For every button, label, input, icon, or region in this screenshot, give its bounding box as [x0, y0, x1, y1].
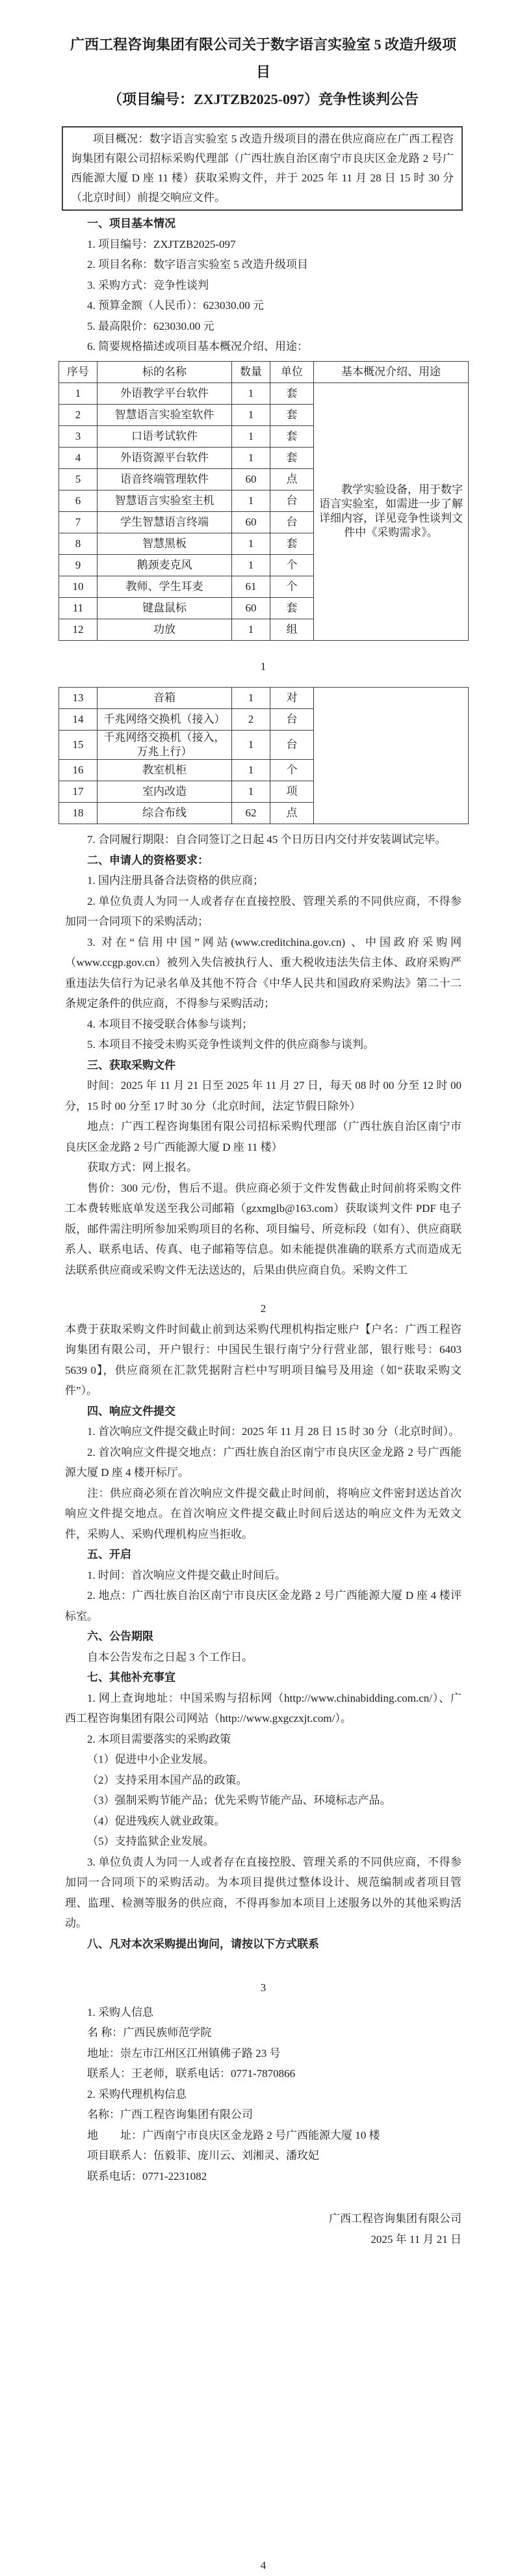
section7-heading: 七、其他补充事宜 [87, 1671, 176, 1684]
table-row [59, 688, 469, 709]
agent-info-heading: 2. 采购代理机构信息 [87, 2087, 187, 2100]
cell-no: 8 [59, 533, 98, 554]
signature-company: 广西工程咨询集团有限公司 [329, 2212, 462, 2225]
cell-qty: 1 [232, 619, 270, 640]
section5-item-1: 1. 时间：首次响应文件提交截止时间后。 [87, 1568, 286, 1581]
section6-heading: 六、公告期限 [87, 1630, 153, 1643]
cell-name: 外语教学平台软件 [98, 382, 232, 404]
section1-item-project-no: 1. 项目编号：ZXJTZB2025-097 [87, 237, 236, 250]
cell-no: 16 [59, 760, 98, 781]
cell-no: 4 [59, 447, 98, 468]
section6-item-1: 自本公告发布之日起 3 个工作日。 [87, 1650, 253, 1663]
buyer-name: 名 称：广西民族师范学院 [87, 2026, 212, 2039]
cell-unit: 套 [270, 597, 314, 619]
section1-item-spec-intro: 6. 简要规格描述或项目基本概况介绍、用途： [87, 340, 308, 353]
cell-qty: 60 [232, 468, 270, 490]
cell-name: 智慧语言实验室软件 [98, 404, 232, 425]
section2-item-2: 2. 单位负责人为同一人或者存在直接控股、管理关系的不同供应商，不得参加同一合同项下的采购活动； [65, 894, 462, 928]
cell-unit: 对 [270, 688, 314, 709]
section7-policy-2: （2）支持采用本国产品的政策。 [87, 1773, 248, 1786]
header-cell-desc: 基本概况介绍、用途 [314, 361, 469, 382]
cell-unit: 套 [270, 382, 314, 404]
cell-unit: 个 [270, 554, 314, 576]
cell-unit: 项 [270, 781, 314, 803]
agent-name: 名称：广西工程咨询集团有限公司 [87, 2108, 253, 2121]
cell-name: 功放 [98, 619, 232, 640]
procurement-items-table-part2 [58, 687, 469, 824]
signature-block [65, 2208, 462, 2249]
cell-qty: 1 [232, 425, 270, 447]
section2-item-1: 1. 国内注册具备合法资格的供应商； [87, 874, 264, 887]
cell-no: 2 [59, 404, 98, 425]
section1-item-method: 3. 采购方式：竞争性谈判 [87, 278, 209, 291]
cell-unit: 台 [270, 731, 314, 760]
cell-unit: 台 [270, 490, 314, 511]
cell-no: 3 [59, 425, 98, 447]
spec-note-cell: 教学实验设备，用于数字语言实验室，如需进一步了解详细内容，详见竞争性谈判文件中《采购需求》。 [314, 382, 469, 640]
cell-no: 18 [59, 803, 98, 824]
section7-item-2: 2. 本项目需要落实的采购政策 [87, 1732, 231, 1745]
page4-blank-area [65, 2249, 462, 2555]
cell-qty: 1 [232, 688, 270, 709]
header-cell-unit: 单位 [270, 361, 314, 382]
section4-note: 注：供应商必须在首次响应文件提交截止时间前，将响应文件密封送达首次响应文件提交地点。在首次响应文件提交截止时间后送达的响应文件为无效文件，采购人、采购代理机构应当拒收。 [65, 1486, 462, 1540]
doc-title-line2: （项目编号：ZXJTZB2025-097）竞争性谈判公告 [108, 91, 419, 107]
buyer-contact: 联系人：王老师，联系电话：0771-7870866 [87, 2067, 296, 2080]
section7-policy-1: （1）促进中小企业发展。 [87, 1753, 214, 1765]
section7-policy-3: （3）强制采购节能产品；优先采购节能产品、环境标志产品。 [87, 1794, 391, 1806]
project-overview-box [62, 126, 463, 211]
section1-item-project-name: 2. 项目名称：数字语言实验室 5 改造升级项目 [87, 258, 308, 271]
cell-name: 千兆网络交换机（接入） [98, 709, 232, 731]
section5-heading: 五、开启 [87, 1548, 131, 1561]
page-number-3: 3 [260, 1981, 266, 1994]
cell-name: 外语资源平台软件 [98, 447, 232, 468]
cell-no: 6 [59, 490, 98, 511]
buyer-info-heading: 1. 采购人信息 [87, 2006, 153, 2019]
cell-no: 13 [59, 688, 98, 709]
cell-no: 15 [59, 731, 98, 760]
cell-qty: 62 [232, 803, 270, 824]
cell-unit: 组 [270, 619, 314, 640]
cell-name: 学生智慧语言终端 [98, 511, 232, 533]
section2-item-4: 4. 本项目不接受联合体参与谈判； [87, 1017, 253, 1030]
procurement-items-table-part1 [58, 361, 469, 641]
cell-qty: 1 [232, 404, 270, 425]
section2-heading: 二、申请人的资格要求： [87, 853, 209, 866]
section4-item-1: 1. 首次响应文件提交截止时间：2025 年 11 月 28 日 15 时 30 分（北京时间）。 [87, 1425, 460, 1438]
cell-name: 教师、学生耳麦 [98, 576, 232, 597]
section2-item-3: 3. 对在“信用中国”网站(www.creditchina.gov.cn) 、中国政府采购网（www.ccgp.gov.cn）被列入失信被执行人、重大税收违法失信主体、政府采购严重违法失信行为记录名单及其他不符合《中华人民共和国政府采购法》第二十二条规定条件的供应商，不得参与采购活动； [65, 935, 462, 1010]
agent-phone: 联系电话：0771-2231082 [87, 2169, 207, 2182]
page-number-1: 1 [260, 660, 266, 673]
section3-place: 地点：广西工程咨询集团有限公司招标采购代理部（广西壮族自治区南宁市良庆区金龙路 2 号广西能源大厦 D 座 11 楼） [65, 1120, 462, 1153]
agent-address: 地 址：广西南宁市良庆区金龙路 2 号广西能源大厦 10 楼 [87, 2128, 380, 2141]
section3-price-part1: 售价：300 元/份，售后不退。供应商必须于文件发售截止时间前将采购文件工本费转账底单发送至我公司邮箱（gzxmglb@163.com）获取谈判文件 PDF 电子版，邮件需注明所参加采购项目的名称、项目编号、所竞标段（如有）、供应商联系人、联系电话、传真、电子邮箱等信息。如未能提供准确的联系方式而造成无法联系供应商或采购文件无法送达的，后果由供应商自负。采购文件工 [65, 1181, 462, 1276]
cell-no: 1 [59, 382, 98, 404]
cell-name: 智慧语言实验室主机 [98, 490, 232, 511]
cell-unit: 个 [270, 576, 314, 597]
cell-name: 口语考试软件 [98, 425, 232, 447]
header-cell-qty: 数量 [232, 361, 270, 382]
section7-policy-5: （5）支持监狱企业发展。 [87, 1835, 214, 1847]
section3-heading: 三、获取采购文件 [87, 1058, 176, 1071]
cell-unit: 套 [270, 533, 314, 554]
page-number-4: 4 [260, 2559, 266, 2571]
cell-unit: 台 [270, 511, 314, 533]
section2-item-5: 5. 本项目不接受未购买竞争性谈判文件的供应商参与谈判。 [87, 1038, 374, 1051]
cell-name: 鹅颈麦克风 [98, 554, 232, 576]
section3-method: 获取方式：网上报名。 [87, 1161, 198, 1174]
contract-term: 7. 合同履行期限：自合同签订之日起 45 个日历日内交付并安装调试完毕。 [87, 833, 447, 846]
cell-qty: 1 [232, 731, 270, 760]
cell-no: 7 [59, 511, 98, 533]
page-number-2: 2 [260, 1302, 266, 1315]
cell-qty: 1 [232, 490, 270, 511]
spec-note-cell-continued [314, 688, 469, 824]
cell-qty: 1 [232, 760, 270, 781]
section7-policy-4: （4）促进残疾人就业政策。 [87, 1814, 226, 1827]
cell-unit: 个 [270, 760, 314, 781]
cell-qty: 60 [232, 597, 270, 619]
cell-qty: 1 [232, 781, 270, 803]
cell-name: 键盘鼠标 [98, 597, 232, 619]
cell-no: 14 [59, 709, 98, 731]
cell-name: 千兆网络交换机（接入，万兆上行） [98, 731, 232, 760]
cell-qty: 60 [232, 511, 270, 533]
cell-name: 智慧黑板 [98, 533, 232, 554]
cell-name: 室内改造 [98, 781, 232, 803]
doc-title [65, 31, 462, 113]
doc-title-line1: 广西工程咨询集团有限公司关于数字语言实验室 5 改造升级项目 [70, 36, 456, 80]
cell-unit: 套 [270, 425, 314, 447]
cell-qty: 1 [232, 533, 270, 554]
cell-no: 17 [59, 781, 98, 803]
cell-unit: 台 [270, 709, 314, 731]
cell-name: 综合布线 [98, 803, 232, 824]
cell-unit: 点 [270, 803, 314, 824]
section7-item-1: 1. 网上查询地址：中国采购与招标网（http://www.chinabidding.com.cn/）、广西工程咨询集团有限公司网站（http://www.gxgczxjt.com/）。 [65, 1691, 462, 1724]
buyer-address: 地址：崇左市江州区江州镇佛子路 23 号 [87, 2046, 281, 2059]
cell-no: 11 [59, 597, 98, 619]
cell-qty: 1 [232, 447, 270, 468]
project-overview-text: 项目概况：数字语言实验室 5 改造升级项目的潜在供应商应在广西工程咨询集团有限公司招标采购代理部（广西壮族自治区南宁市良庆区金龙路 2 号广西能源大厦 D 座 11 楼）获取采购文件，并于 2025 年 11 月 28 日 15 时 30 分（北京时间）前提交响应文件。 [71, 133, 454, 204]
agent-contact-persons: 项目联系人：伍毅菲、庞川云、刘湘灵、潘玫妃 [87, 2149, 319, 2162]
cell-no: 12 [59, 619, 98, 640]
signature-date: 2025 年 11 月 21 日 [370, 2233, 462, 2246]
cell-qty: 1 [232, 554, 270, 576]
section8-heading: 八、凡对本次采购提出询问，请按以下方式联系 [87, 1937, 319, 1950]
section4-heading: 四、响应文件提交 [87, 1404, 176, 1417]
section3-price-part2: 本费于获取采购文件时间截止前到达采购代理机构指定账户【户名：广西工程咨询集团有限公司，开户银行：中国民生银行南宁分行营业部，银行账号：6403 5639 0】，供应商须在汇款凭据附言栏中写明项目编号及用途（如“获取采购文件”）。 [65, 1322, 462, 1397]
cell-qty: 1 [232, 382, 270, 404]
cell-name: 语音终端管理软件 [98, 468, 232, 490]
section1-item-price-cap: 5. 最高限价：623030.00 元 [87, 319, 214, 332]
section4-item-2: 2. 首次响应文件提交地点：广西壮族自治区南宁市良庆区金龙路 2 号广西能源大厦 D 座 4 楼开标厅。 [65, 1445, 462, 1479]
cell-name: 教室机柜 [98, 760, 232, 781]
cell-name: 音箱 [98, 688, 232, 709]
cell-unit: 套 [270, 404, 314, 425]
header-cell-no: 序号 [59, 361, 98, 382]
table-row [59, 382, 469, 404]
cell-no: 5 [59, 468, 98, 490]
section7-item-3: 3. 单位负责人为同一人或者存在直接控股、管理关系的不同供应商，不得参加同一合同项下的采购活动。为本项目提供过整体设计、规范编制或者项目管理、监理、检测等服务的供应商，不得再参加本项目上述服务以外的其他采购活动。 [65, 1855, 462, 1929]
cell-qty: 2 [232, 709, 270, 731]
cell-unit: 点 [270, 468, 314, 490]
header-cell-name: 标的名称 [98, 361, 232, 382]
section3-time: 时间：2025 年 11 月 21 日至 2025 年 11 月 27 日，每天 08 时 00 分至 12 时 00 分，15 时 00 分至 17 时 30 分（北京时间，法定节假日除外） [65, 1079, 462, 1112]
cell-no: 9 [59, 554, 98, 576]
section1-item-budget: 4. 预算金额（人民币）：623030.00 元 [87, 299, 264, 312]
cell-no: 10 [59, 576, 98, 597]
cell-qty: 61 [232, 576, 270, 597]
section1-heading: 一、项目基本情况 [87, 217, 176, 230]
cell-unit: 套 [270, 447, 314, 468]
section5-item-2: 2. 地点：广西壮族自治区南宁市良庆区金龙路 2 号广西能源大厦 D 座 4 楼评标室。 [65, 1589, 462, 1622]
table-header-row [59, 361, 469, 382]
